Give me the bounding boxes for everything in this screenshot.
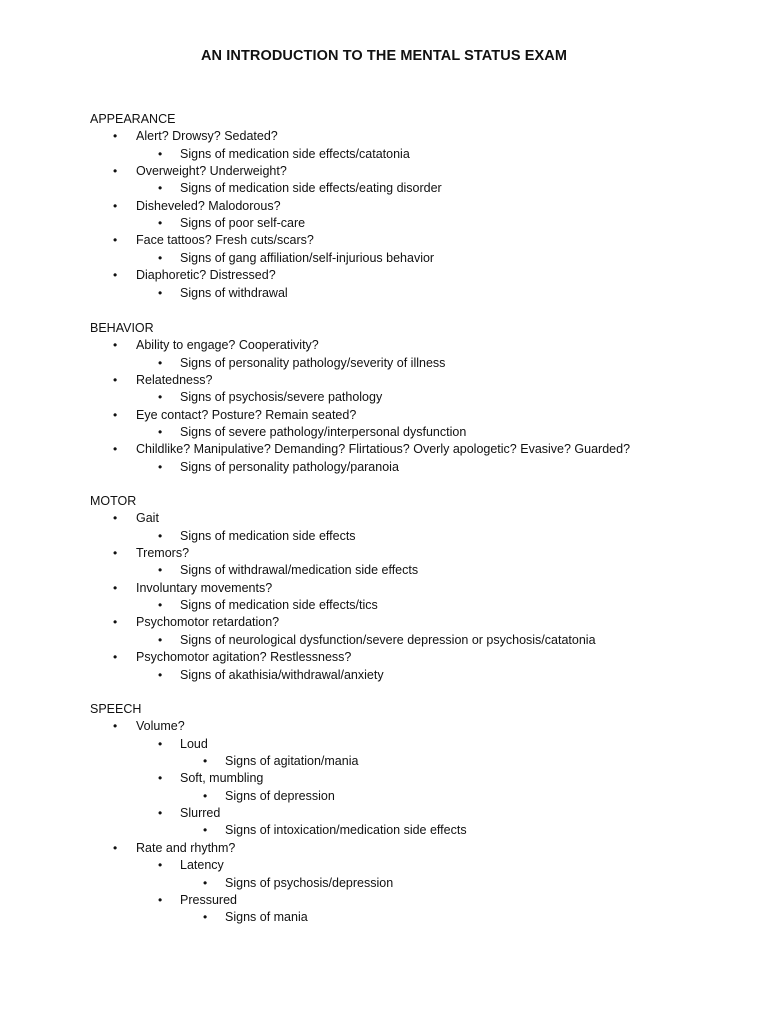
list-item: Gait	[136, 511, 159, 526]
list-item: Relatedness?	[136, 373, 213, 388]
list-item: Alert? Drowsy? Sedated?	[136, 129, 278, 144]
list-item: Diaphoretic? Distressed?	[136, 268, 276, 283]
list-sub-item: Signs of neurological dysfunction/severe depression or psychosis/catatonia	[180, 632, 596, 647]
list-sub-item: Signs of akathisia/withdrawal/anxiety	[180, 667, 384, 682]
list-sub-item: Soft, mumbling	[180, 771, 264, 786]
bullet-icon: •	[158, 563, 163, 578]
bullet-icon: •	[158, 216, 163, 231]
list-item: Face tattoos? Fresh cuts/scars?	[136, 233, 314, 248]
list-sub-item: Signs of medication side effects	[180, 528, 356, 543]
list-sub-item: Signs of severe pathology/interpersonal dysfunction	[180, 425, 467, 440]
bullet-icon: •	[113, 442, 118, 457]
bullet-icon: •	[158, 146, 163, 161]
bullet-icon: •	[113, 546, 118, 561]
bullet-icon: •	[158, 858, 163, 873]
list-item: Involuntary movements?	[136, 580, 273, 595]
list-item: Psychomotor agitation? Restlessness?	[136, 650, 352, 665]
list-sub-item: Signs of withdrawal/medication side effects	[180, 563, 419, 578]
bullet-icon: •	[113, 198, 118, 213]
bullet-icon: •	[203, 823, 208, 838]
list-sub-item: Latency	[180, 858, 224, 873]
document-title: AN INTRODUCTION TO THE MENTAL STATUS EXAM	[200, 48, 568, 64]
bullet-icon: •	[158, 667, 163, 682]
list-item: Volume?	[136, 719, 185, 734]
bullet-icon: •	[113, 164, 118, 179]
list-detail: Signs of mania	[225, 910, 308, 925]
list-item: Disheveled? Malodorous?	[136, 198, 281, 213]
bullet-icon: •	[158, 390, 163, 405]
list-item: Eye contact? Posture? Remain seated?	[136, 407, 357, 422]
bullet-icon: •	[158, 736, 163, 751]
section-heading-behavior: BEHAVIOR	[90, 321, 154, 335]
bullet-icon: •	[113, 233, 118, 248]
list-sub-item: Signs of poor self-care	[180, 216, 306, 231]
bullet-icon: •	[158, 598, 163, 613]
bullet-icon: •	[158, 632, 163, 647]
bullet-icon: •	[113, 615, 118, 630]
list-detail: Signs of psychosis/depression	[225, 875, 394, 890]
list-sub-item: Signs of medication side effects/eating disorder	[180, 181, 442, 196]
list-item: Psychomotor retardation?	[136, 615, 280, 630]
section-heading-appearance: APPEARANCE	[90, 112, 176, 126]
bullet-icon: •	[203, 875, 208, 890]
bullet-icon: •	[158, 425, 163, 440]
list-sub-item: Loud	[180, 736, 208, 751]
bullet-icon: •	[113, 719, 118, 734]
section-heading-speech: SPEECH	[90, 702, 142, 716]
bullet-icon: •	[158, 892, 163, 907]
bullet-icon: •	[203, 788, 208, 803]
list-sub-item: Signs of medication side effects/catatonia	[180, 146, 410, 161]
bullet-icon: •	[113, 840, 118, 855]
section-heading-motor: MOTOR	[90, 494, 137, 508]
list-detail: Signs of intoxication/medication side effects	[225, 823, 467, 838]
list-sub-item: Signs of personality pathology/severity of illness	[180, 355, 446, 370]
bullet-icon: •	[113, 407, 118, 422]
bullet-icon: •	[158, 250, 163, 265]
list-detail: Signs of depression	[225, 788, 335, 803]
bullet-icon: •	[158, 181, 163, 196]
bullet-icon: •	[113, 511, 118, 526]
bullet-icon: •	[113, 129, 118, 144]
list-item: Overweight? Underweight?	[136, 164, 287, 179]
bullet-icon: •	[158, 771, 163, 786]
list-item: Ability to engage? Cooperativity?	[136, 338, 319, 353]
list-sub-item: Signs of gang affiliation/self-injurious behavior	[180, 250, 435, 265]
bullet-icon: •	[113, 650, 118, 665]
bullet-icon: •	[158, 806, 163, 821]
list-sub-item: Signs of withdrawal	[180, 285, 288, 300]
bullet-icon: •	[113, 373, 118, 388]
list-item: Childlike? Manipulative? Demanding? Flirtatious? Overly apologetic? Evasive? Guarded?	[136, 442, 631, 457]
bullet-icon: •	[203, 754, 208, 769]
list-sub-item: Slurred	[180, 806, 221, 821]
list-sub-item: Pressured	[180, 892, 237, 907]
bullet-icon: •	[158, 355, 163, 370]
bullet-icon: •	[158, 459, 163, 474]
bullet-icon: •	[203, 910, 208, 925]
bullet-icon: •	[113, 338, 118, 353]
list-sub-item: Signs of personality pathology/paranoia	[180, 459, 399, 474]
bullet-icon: •	[158, 528, 163, 543]
bullet-icon: •	[113, 268, 118, 283]
list-sub-item: Signs of medication side effects/tics	[180, 598, 378, 613]
bullet-icon: •	[113, 580, 118, 595]
list-sub-item: Signs of psychosis/severe pathology	[180, 390, 383, 405]
bullet-icon: •	[158, 285, 163, 300]
list-item: Tremors?	[136, 546, 190, 561]
list-detail: Signs of agitation/mania	[225, 754, 359, 769]
list-item: Rate and rhythm?	[136, 840, 236, 855]
